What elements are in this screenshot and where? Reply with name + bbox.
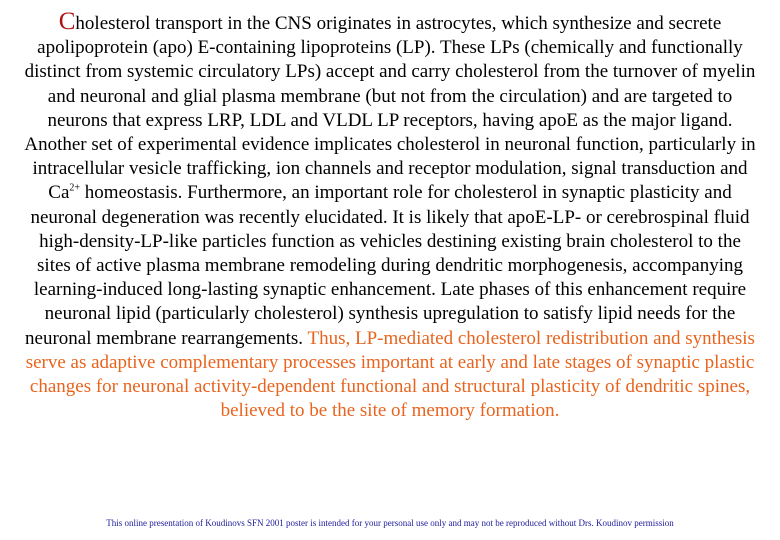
calcium-charge-superscript: 2+ xyxy=(69,183,81,195)
slide-content xyxy=(22,10,758,423)
abstract-paragraph xyxy=(22,10,758,423)
copyright-footer: This online presentation of Koudinovs SFN 2001 poster is intended for your personal use only and may not be reproduced without Drs. Koudinov permission xyxy=(106,518,674,528)
highlighted-conclusion: Thus, LP-mediated cholesterol redistribution and synthesis serve as adaptive complementary processes important at early and late stages of synaptic plastic changes for neuronal activity-dependent functional and structural plasticity of dendritic spines, believed to be the site of memory formation. xyxy=(25,327,755,422)
drop-cap-letter: C xyxy=(58,8,76,35)
paragraph-text-part-2: homeostasis. Furthermore, an important role for cholesterol in synaptic plasticity and neuronal degeneration was recently elucidated. It is likely that apoE-LP- or cerebrospinal fluid high-density-LP-like particles function as vehicles destining existing brain cholesterol to the sites of active plasma membrane remodeling during dendritic morphogenesis, accompanying learning-induced long-lasting synaptic enhancement. Late phases of this enhancement require neuronal lipid (particularly cholesterol) synthesis upregulation to satisfy lipid needs for the neuronal membrane rearrangements. xyxy=(25,182,750,349)
paragraph-text-part-1: holesterol transport in the CNS originates in astrocytes, which synthesize and secrete apolipoprotein (apo) E-containing lipoproteins (LP). These LPs (chemically and functionally distinct from systemic circulatory LPs) accept and carry cholesterol from the turnover of myelin and neuronal and glial plasma membrane (but not from the circulation) and are targeted to neurons that express LRP, LDL and VLDL LP receptors, having apoE as the major ligand. Another set of experimental evidence implicates cholesterol in neuronal function, particularly in intracellular vesicle trafficking, ion channels and receptor modulation, signal transduction and Ca xyxy=(24,13,756,204)
